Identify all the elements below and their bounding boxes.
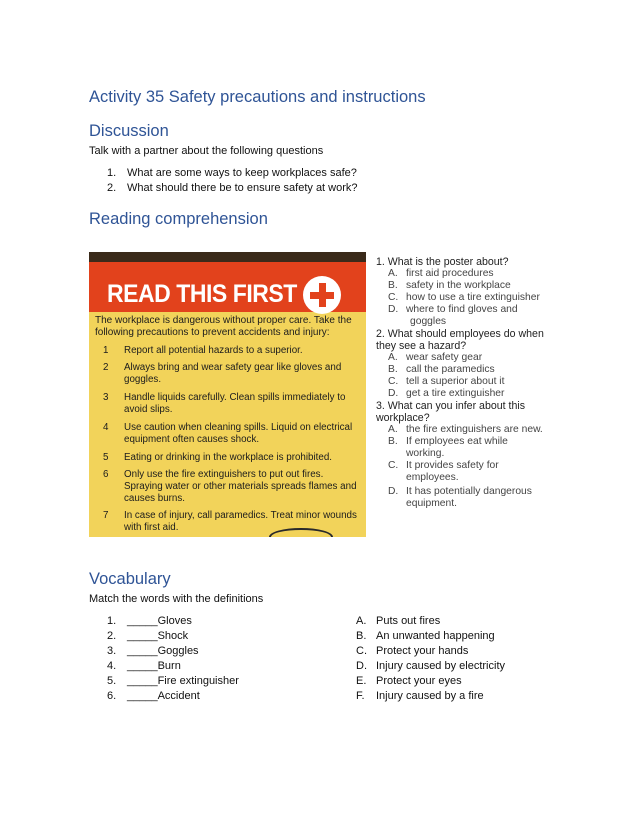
vocabulary-definition: Injury caused by electricity <box>376 660 505 672</box>
option: B. call the paramedics <box>388 364 495 375</box>
poster-item: 4 Use caution when cleaning spills. Liquid on electrical equipment often causes shock. <box>103 422 353 445</box>
discussion-instruction: Talk with a partner about the following questions <box>89 145 324 157</box>
poster-item: 1 Report all potential hazards to a superior. <box>103 345 303 356</box>
option: working. <box>406 448 445 459</box>
question-2: 2. What should employees do when <box>376 328 544 340</box>
list-item: 2. What should there be to ensure safety at work? <box>107 182 358 194</box>
option: B. If employees eat while <box>388 436 508 447</box>
option: employees. <box>406 472 459 483</box>
vocabulary-definition: An unwanted happening <box>376 630 495 642</box>
option: C. how to use a tire extinguisher <box>388 292 540 303</box>
vocabulary-definition: Protect your hands <box>376 645 469 657</box>
option: goggles <box>410 316 447 327</box>
vocabulary-word: _____Accident <box>127 690 200 702</box>
poster-title: READ THIS FIRST <box>107 280 297 308</box>
list-item: C. Protect your hands <box>356 645 469 657</box>
vocabulary-word-list <box>107 614 327 706</box>
option: A. the fire extinguishers are new. <box>388 424 543 435</box>
vocabulary-word: _____Gloves <box>127 615 192 627</box>
list-item: 3. _____Goggles <box>107 645 199 657</box>
vocabulary-word: _____Shock <box>127 630 189 642</box>
poster-item: 5 Eating or drinking in the workplace is prohibited. <box>103 452 333 463</box>
option: B. safety in the workplace <box>388 280 511 291</box>
list-item: D. Injury caused by electricity <box>356 660 505 672</box>
vocabulary-definition: Puts out fires <box>376 615 441 627</box>
list-item: 6. _____Accident <box>107 690 200 702</box>
list-item: 1. What are some ways to keep workplaces safe? <box>107 167 357 179</box>
discussion-question-list <box>107 166 407 198</box>
page-title: Activity 35 Safety precautions and instructions <box>89 88 426 106</box>
question-2-cont: they see a hazard? <box>376 340 467 352</box>
list-item: 1. _____Gloves <box>107 615 192 627</box>
option: C. tell a superior about it <box>388 376 505 387</box>
vocabulary-definition: Injury caused by a fire <box>376 690 484 702</box>
list-item: E. Protect your eyes <box>356 675 462 687</box>
list-item: 2. _____Shock <box>107 630 189 642</box>
question-3: 3. What can you infer about this <box>376 400 525 412</box>
option: A. wear safety gear <box>388 352 483 363</box>
question-3-cont: workplace? <box>376 412 430 424</box>
discussion-question: What are some ways to keep workplaces safe? <box>127 167 357 179</box>
discussion-heading: Discussion <box>89 122 169 140</box>
poster-item: 3 Handle liquids carefully. Clean spills immediately to avoid slips. <box>103 392 346 415</box>
reading-heading: Reading comprehension <box>89 210 268 228</box>
list-item: B. An unwanted happening <box>356 630 495 642</box>
poster-item: 2 Always bring and wear safety gear like gloves and goggles. <box>103 362 342 385</box>
vocabulary-instruction: Match the words with the definitions <box>89 593 264 605</box>
poster-top-strip <box>89 252 366 262</box>
vocabulary-definition: Protect your eyes <box>376 675 462 687</box>
poster-item: 7 In case of injury, call paramedics. Treat minor wounds with first aid. <box>103 510 357 533</box>
poster-item: 6 Only use the fire extinguishers to put out fires. Spraying water or other materials spreads flames and causes burns. <box>103 469 357 504</box>
vocabulary-word: _____Goggles <box>127 645 199 657</box>
safety-poster-image <box>89 252 366 537</box>
option: C. It provides safety for <box>388 460 499 471</box>
poster-banner <box>89 262 366 312</box>
option: D. where to find gloves and <box>388 304 518 315</box>
first-aid-cross-icon <box>303 276 341 314</box>
vocabulary-word: _____Burn <box>127 660 181 672</box>
vocabulary-definition-list <box>356 614 596 706</box>
question-1: 1. What is the poster about? <box>376 256 509 268</box>
option: A. first aid procedures <box>388 268 494 279</box>
poster-intro: The workplace is dangerous without proper care. Take the following precautions to prevent accidents and injury: <box>95 315 352 338</box>
option: D. It has potentially dangerous <box>388 486 532 497</box>
option: D. get a tire extinguisher <box>388 388 505 399</box>
option: equipment. <box>406 498 457 509</box>
vocabulary-word: _____Fire extinguisher <box>127 675 239 687</box>
list-item: A. Puts out fires <box>356 615 441 627</box>
list-item: 4. _____Burn <box>107 660 181 672</box>
discussion-question: What should there be to ensure safety at work? <box>127 182 358 194</box>
vocabulary-heading: Vocabulary <box>89 570 171 588</box>
list-item: F. Injury caused by a fire <box>356 690 484 702</box>
list-item: 5. _____Fire extinguisher <box>107 675 239 687</box>
